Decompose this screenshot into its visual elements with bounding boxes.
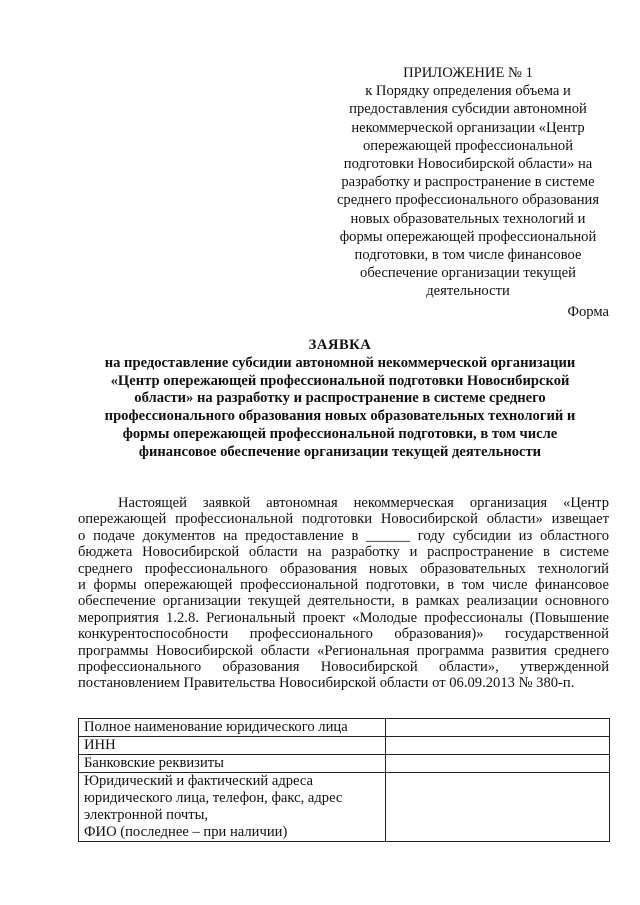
body-line: конкурентоспособности профессионального образования)» государственной xyxy=(78,626,609,643)
row-value-inn[interactable] xyxy=(386,737,610,755)
requisites-table xyxy=(78,718,610,842)
body-line: мероприятия 1.2.8. Региональный проект «Молодые профессионалы (Повышение xyxy=(78,609,609,626)
body-line: Настоящей заявкой автономная некоммерческая организация «Центр xyxy=(118,495,609,511)
row-value-address[interactable] xyxy=(386,773,610,842)
body-line: бюджета Новосибирской области на разработку и распространение в системе xyxy=(78,544,609,561)
address-label-line: юридического лица, телефон, факс, адрес xyxy=(84,790,343,806)
title-line: формы опережающей профессиональной подготовки, в том числе xyxy=(122,425,558,442)
body-line: постановлением Правительства Новосибирской области от 06.09.2013 № 380-п. xyxy=(78,675,575,692)
table-row xyxy=(79,737,610,755)
address-label-line: Юридический и фактический адреса xyxy=(84,773,314,789)
row-label-address xyxy=(79,773,386,842)
body-line: программы Новосибирской области «Региональная программа развития среднего xyxy=(78,642,609,659)
body-line: о подаче документов на предоставление в ______ году субсидии из областного xyxy=(78,527,609,544)
table-row xyxy=(79,755,610,773)
title-line: на предоставление субсидии автономной некоммерческой организации xyxy=(104,354,576,371)
document-title xyxy=(70,337,610,462)
appendix-line: обеспечение организации текущей xyxy=(360,265,576,282)
body-line: и формы опережающей профессиональной подготовки, в том числе финансовое xyxy=(78,576,609,593)
body-line: профессионального образования Новосибирской области», утвержденной xyxy=(78,658,609,675)
row-label-inn: ИНН xyxy=(79,737,386,755)
row-value-full-name[interactable] xyxy=(386,719,610,737)
body-line: обеспечение организации текущей деятельности, в рамках реализации основного xyxy=(78,593,609,610)
appendix-line: опережающей профессиональной xyxy=(362,137,574,154)
title-line: финансовое обеспечение организации текущей деятельности xyxy=(138,443,542,460)
appendix-line: к Порядку определения объема и xyxy=(365,83,571,100)
appendix-line: деятельности xyxy=(426,283,510,300)
appendix-line: подготовки, в том числе финансовое xyxy=(354,247,582,264)
title-line: профессионального образования новых образовательных технологий и xyxy=(104,408,576,425)
body-line: опережающей профессиональной подготовки Новосибирской области» извещает xyxy=(78,511,609,528)
appendix-line: новых образовательных технологий и xyxy=(350,210,586,227)
row-value-bank-details[interactable] xyxy=(386,755,610,773)
table-row xyxy=(79,773,610,842)
title-line: «Центр опережающей профессиональной подготовки Новосибирской xyxy=(110,372,570,389)
title-line: области» на разработку и распространение в системе среднего xyxy=(134,390,546,407)
appendix-line: подготовки Новосибирской области» на xyxy=(343,156,593,173)
address-label-line: электронной почты, xyxy=(84,807,209,823)
appendix-line: некоммерческой организации «Центр xyxy=(351,119,585,136)
body-paragraph xyxy=(78,495,609,692)
appendix-line: предоставления субсидии автономной xyxy=(349,101,587,118)
appendix-line: формы опережающей профессиональной xyxy=(339,228,597,245)
address-label-line: ФИО (последнее – при наличии) xyxy=(84,824,288,840)
form-label: Форма xyxy=(567,304,609,320)
appendix-title: ПРИЛОЖЕНИЕ № 1 xyxy=(403,65,533,81)
row-label-bank-details: Банковские реквизиты xyxy=(79,755,386,773)
appendix-header xyxy=(318,64,618,301)
appendix-line: среднего профессионального образования xyxy=(336,192,600,209)
appendix-line: разработку и распространение в системе xyxy=(341,174,595,191)
title-heading: ЗАЯВКА xyxy=(308,337,372,353)
body-line: среднего профессионального образования новых образовательных технологий xyxy=(78,560,609,577)
table-row xyxy=(79,719,610,737)
row-label-full-name: Полное наименование юридического лица xyxy=(79,719,386,737)
